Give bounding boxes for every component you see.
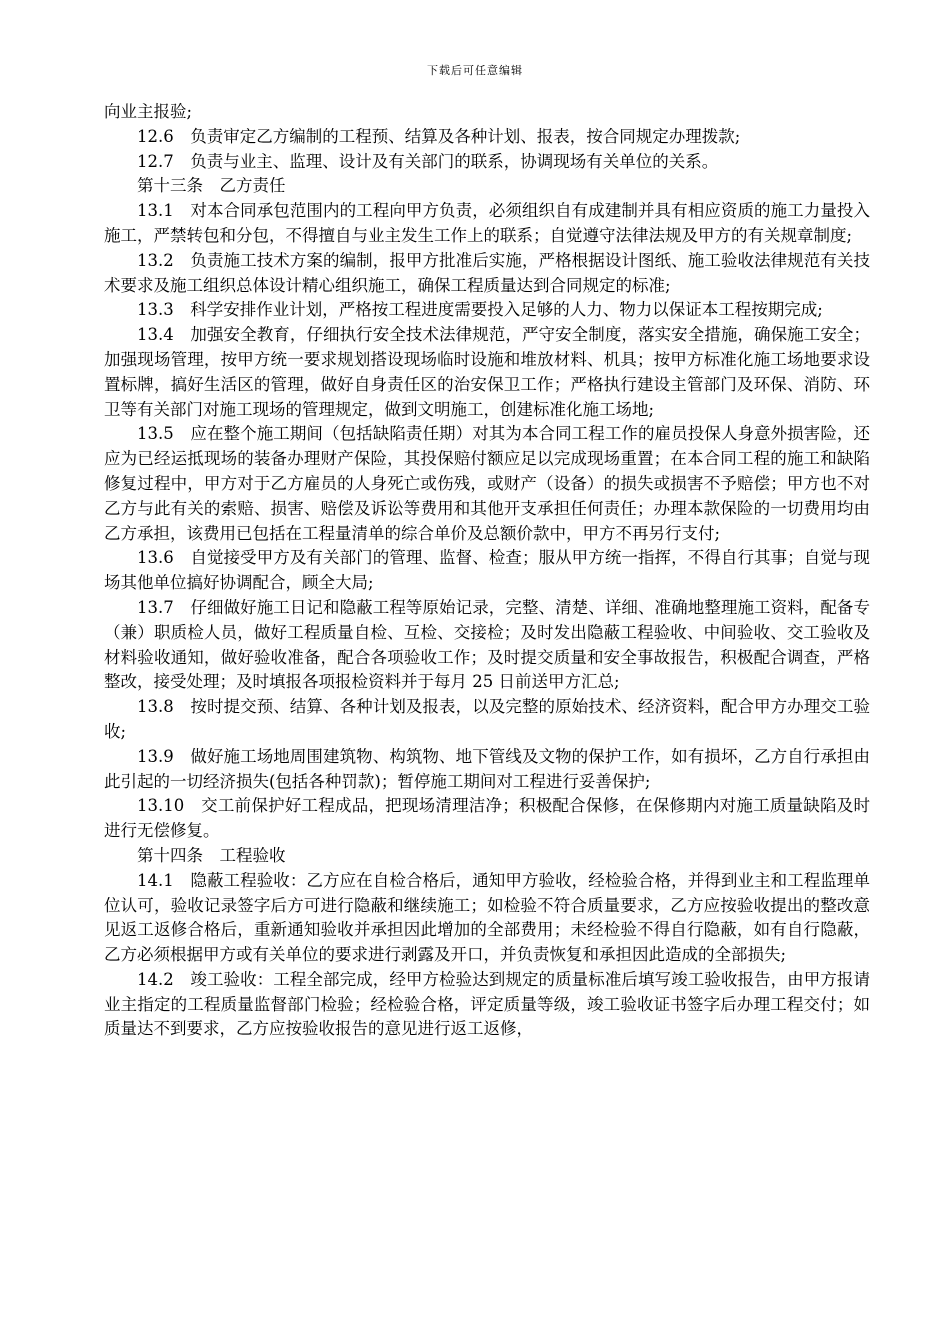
clause-12-6: 12.6 负责审定乙方编制的工程预、结算及各种计划、报表，按合同规定办理拨款; [137,126,741,146]
clause-14-1: 14.1 隐蔽工程验收：乙方应在自检合格后，通知甲方验收，经检验合格，并得到业主和工程监理单位认可，验收记录签字后方可进行隐蔽和继续施工；如检验不符合质量要求，乙方应按验收提出的整改意见返工返修合格后，重新通知验收并承担因此增加的全部费用；未经检验不得自行隐蔽，如有自行隐蔽，乙方必须根据甲方或有关单位的要求进行剥露及开口，并负责恢复和承担因此造成的全部损失; [104,870,870,965]
clause-12-7: 12.7 负责与业主、监理、设计及有关部门的联系，协调现场有关单位的关系。 [137,151,719,171]
clause-13-6: 13.6 自觉接受甲方及有关部门的管理、监督、检查；服从甲方统一指挥，不得自行其事；自觉与现场其他单位搞好协调配合，顾全大局; [104,548,870,593]
article-13-heading: 第十三条 乙方责任 [137,176,286,196]
page-header: 下载后可任意编辑 [427,64,523,77]
clause-13-7: 13.7 仔细做好施工日记和隐蔽工程等原始记录，完整、清楚、详细、准确地整理施工资料，配备专（兼）职质检人员，做好工程质量自检、互检、交接检；及时发出隐蔽工程验收、中间验收、交工验收及材料验收通知，做好验收准备，配合各项验收工作；及时提交质量和安全事故报告，积极配合调查，严格整改，接受处理；及时填报各项报检资料并于每月 25 日前送甲方汇总; [104,597,870,692]
clause-13-8: 13.8 按时提交预、结算、各种计划及报表，以及完整的原始技术、经济资料，配合甲方办理交工验收; [104,697,870,741]
clause-13-9: 13.9 做好施工场地周围建筑物、构筑物、地下管线及文物的保护工作，如有损坏，乙方自行承担由此引起的一切经济损失(包括各种罚款)；暂停施工期间对工程进行妥善保护; [104,746,870,791]
clause-13-2: 13.2 负责施工技术方案的编制，报甲方批准后实施，严格根据设计图纸、施工验收法律规范有关技术要求及施工组织总体设计精心组织施工，确保工程质量达到合同规定的标准; [104,250,870,295]
article-14-heading: 第十四条 工程验收 [137,845,286,865]
document-body [104,100,870,1042]
paragraph: 向业主报验; [104,102,193,121]
clause-14-2: 14.2 竣工验收：工程全部完成，经甲方检验达到规定的质量标准后填写竣工验收报告，由甲方报请业主指定的工程质量监督部门检验；经检验合格，评定质量等级，竣工验收证书签字后办理工程交付；如质量达不到要求，乙方应按验收报告的意见进行返工返修， [104,969,870,1039]
clause-13-4: 13.4 加强安全教育，仔细执行安全技术法律规范，严守安全制度，落实安全措施，确保施工安全；加强现场管理，按甲方统一要求规划搭设现场临时设施和堆放材料、机具；按甲方标准化施工场地要求设置标牌，搞好生活区的管理，做好自身责任区的治安保卫工作；严格执行建设主管部门及环保、消防、环卫等有关部门对施工现场的管理规定，做到文明施工，创建标准化施工场地; [104,325,870,419]
clause-13-3: 13.3 科学安排作业计划，严格按工程进度需要投入足够的人力、物力以保证本工程按期完成; [137,300,823,320]
clause-13-1: 13.1 对本合同承包范围内的工程向甲方负责，必须组织自有成建制并具有相应资质的施工力量投入施工，严禁转包和分包，不得擅自与业主发生工作上的联系；自觉遵守法律法规及甲方的有关规章制度; [104,201,870,245]
clause-13-5: 13.5 应在整个施工期间（包括缺陷责任期）对其为本合同工程工作的雇员投保人身意外损害险，还应为已经运抵现场的装备办理财产保险，其投保赔付额应足以完成现场重置；在本合同工程的施工和缺陷修复过程中，甲方对于乙方雇员的人身死亡或伤残，或财产（设备）的损失或损害不予赔偿；甲方也不对乙方与此有关的索赔、损害、赔偿及诉讼等费用和其他开支承担任何责任；办理本款保险的一切费用均由乙方承担，该费用已包括在工程量清单的综合单价及总额价款中，甲方不再另行支付; [104,424,870,543]
clause-13-10: 13.10 交工前保护好工程成品，把现场清理洁净；积极配合保修，在保修期内对施工质量缺陷及时进行无偿修复。 [104,796,870,841]
